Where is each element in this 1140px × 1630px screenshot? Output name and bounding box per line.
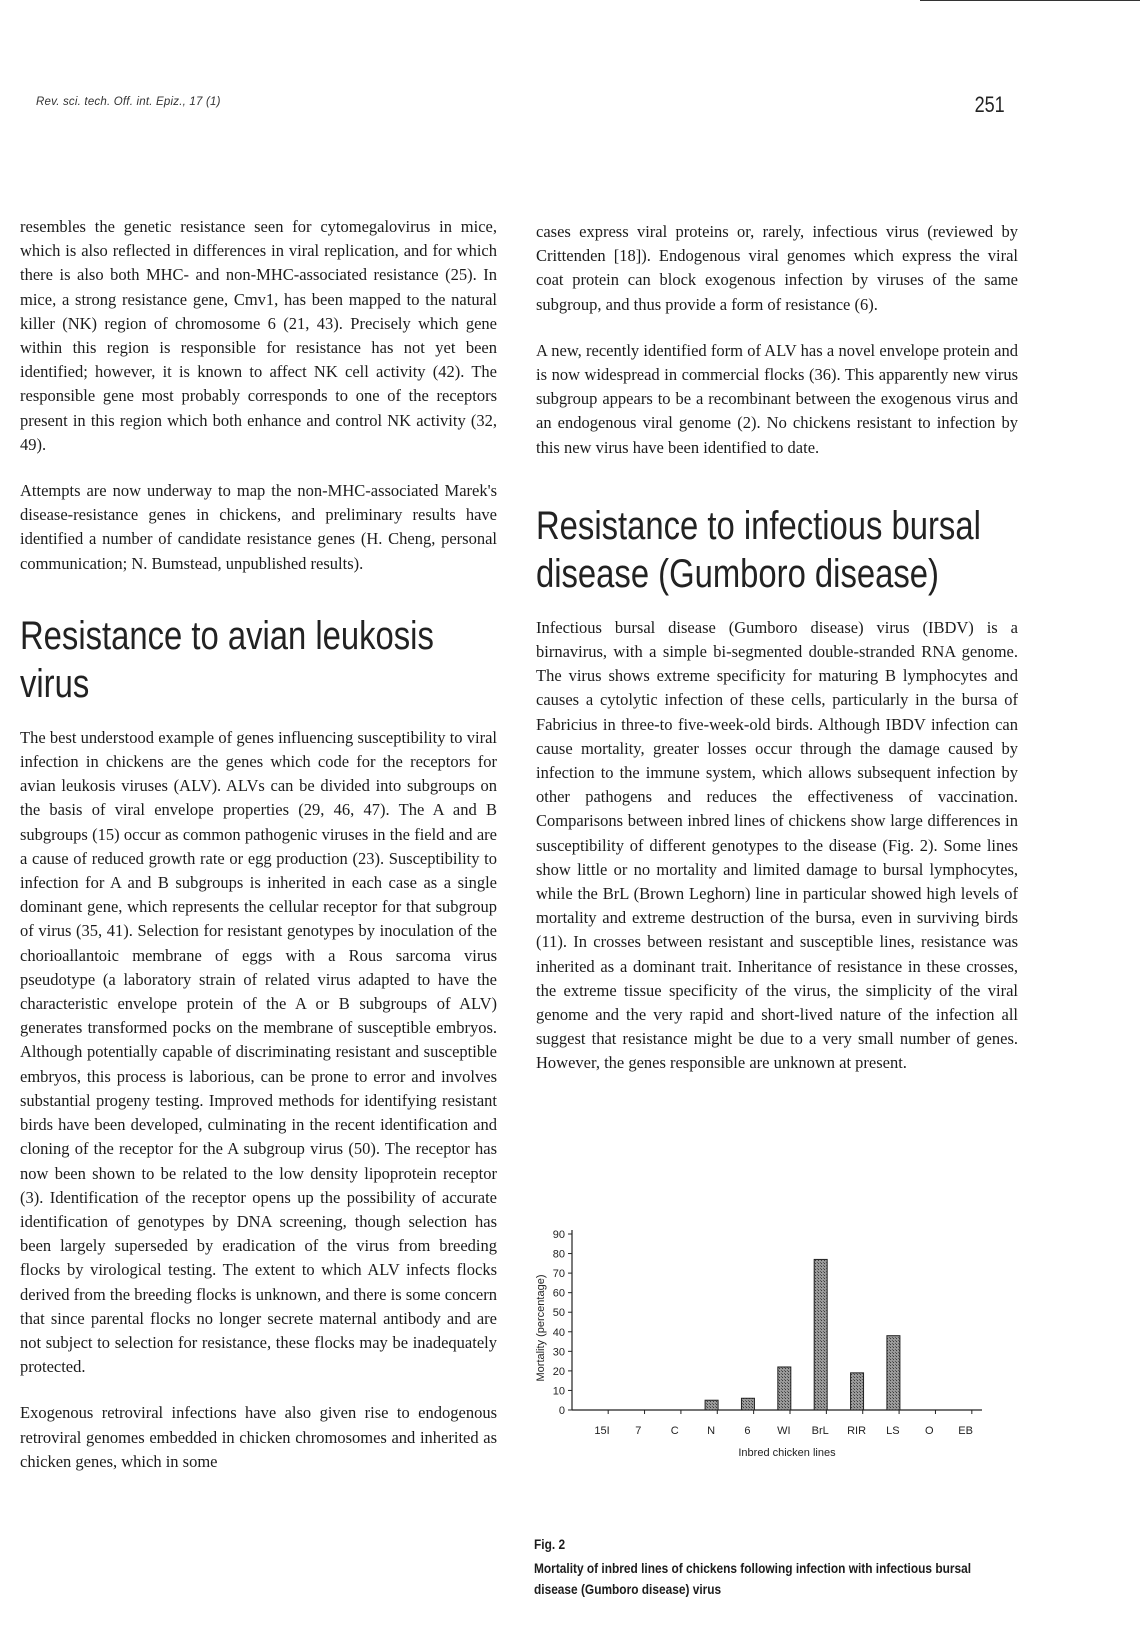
paragraph: Infectious bursal disease (Gumboro disease) virus (IBDV) is a birnavirus, with a simple bi-segmented double-stranded RNA genome. The virus shows extreme specificity for maturing B lymphocytes and causes a cytolytic infection of these cells, particularly in the bursa of Fabricius in three-to five-week-old birds. Although IBDV infection can cause mortality, greater losses occur through the damage caused by infection to the immune system, which allows subsequent infection by other pathogens and reduces the effectiveness of vaccination. Comparisons between inbred lines of chickens show large differences in susceptibility of different genotypes to the disease (Fig. 2). Some lines show little or no mortality and limited damage to bursal lymphocytes, while the BrL (Brown Leghorn) line in particular showed high levels of mortality and extreme destruction of the bursa, even in surviving birds (11). In crosses between resistant and susceptible lines, resistance was inherited as a dominant trait. Inheritance of resistance in these crosses, the extreme tissue specificity of the virus, the simplicity of the viral genome and the very rapid and short-lived nature of the infection all suggest that resistance might be due to a very small number of genes. However, the genes responsible are unknown at present. xyxy=(536,617,1018,1073)
running-header: Rev. sci. tech. Off. int. Epiz., 17 (1) xyxy=(36,96,221,108)
y-tick-label: 60 xyxy=(552,1287,565,1300)
y-tick-label: 30 xyxy=(552,1346,565,1359)
figure-caption: Mortality of inbred lines of chickens following infection with infectious bursal disease (Gumboro disease) virus xyxy=(534,1560,972,1597)
page-number: 251 xyxy=(974,92,1005,117)
y-tick-label: 20 xyxy=(552,1365,565,1378)
paragraph: Attempts are now underway to map the non-MHC-associated Marek's disease-resistance genes in chickens, and preliminary results have identified a number of candidate resistance genes (H. Cheng, personal communication; N. Bumstead, unpublished results). xyxy=(20,481,497,573)
y-axis-label: Mortality (percentage) xyxy=(535,1274,547,1382)
y-tick-label: 50 xyxy=(552,1307,565,1320)
x-tick-label: RIR xyxy=(847,1425,867,1437)
figure-2 xyxy=(530,1218,1030,1608)
paragraph: resembles the genetic resistance seen for cytomegalovirus in mice, which is also reflected in differences in viral replication, and for which there is also both MHC- and non-MHC-associated resistance (25). In mice, a strong resistance gene, Cmv1, has been mapped to the natural killer (NK) region of chromosome 6 (21, 43). Precisely which gene within this region is responsible for resistance has not yet been identified; however, it is known to affect NK cell activity (42). The responsible gene most probably corresponds to one of the receptors present in this region which both enhance and control NK activity (32, 49). xyxy=(20,217,497,454)
x-tick-label: 6 xyxy=(744,1425,751,1437)
y-tick-label: 90 xyxy=(552,1229,565,1241)
section-heading: Resistance to infectious bursal disease (Gumboro disease) xyxy=(536,503,981,596)
x-tick-label: O xyxy=(924,1425,934,1437)
right-column xyxy=(536,220,1018,1076)
x-tick-label: 7 xyxy=(635,1425,642,1437)
x-axis-label: Inbred chicken lines xyxy=(738,1447,836,1459)
paragraph: cases express viral proteins or, rarely, infectious virus (reviewed by Crittenden [18]). Endogenous viral genomes which express the viral coat protein can block exogenous infection by viruses of the same subgroup, and thus provide a form of resistance (6). xyxy=(536,222,1018,314)
y-tick-label: 70 xyxy=(552,1268,565,1281)
mortality-bar-chart xyxy=(530,1218,1030,1528)
bar-rir xyxy=(851,1373,864,1410)
x-tick-label: N xyxy=(707,1425,716,1437)
x-tick-label: BrL xyxy=(811,1425,829,1437)
y-tick-label: 80 xyxy=(552,1248,565,1261)
paragraph: Exogenous retroviral infections have also given rise to endogenous retroviral genomes embedded in chicken chromosomes and inherited as chicken genes, which in some xyxy=(20,1403,497,1471)
section-heading: Resistance to avian leukosis virus xyxy=(20,613,434,706)
x-tick-label: EB xyxy=(958,1425,973,1437)
paragraph: The best understood example of genes influencing susceptibility to viral infection in chickens are the genes which code for the receptors for avian leukosis viruses (ALV). ALVs can be divided into subgroups on the basis of viral envelope properties (29, 46, 47). The A and B subgroups (15) occur as common pathogenic viruses in the field and are a cause of reduced growth rate or egg production (23). Susceptibility to infection for A and B subgroups is inherited in each case as a single dominant gene, which represents the cellular receptor for that subgroup of virus (35, 41). Selection for resistant genotypes by inoculation of the chorioallantoic membrane of eggs with a Rous sarcoma virus pseudotype (a laboratory strain of related virus adapted to have the characteristic envelope protein of the A or B subgroups of ALV) generates transformed pocks on the membrane of susceptible embryos. Although potentially capable of discriminating resistant and susceptible embryos, this process is laborious, can be prone to error and involves substantial progeny testing. Improved methods for identifying resistant birds have been developed, culminating in the recent identification and cloning of the receptor for the A subgroup virus (50). The receptor has now been shown to be related to the low density lipoprotein receptor (3). Identification of the receptor opens up the possibility of accurate identification of genotypes by DNA screening, though selection has been largely superseded by eradication of the virus from breeding flocks by virological testing. The extent to which ALV infects flocks derived from the breeding flocks is unknown, and there is some concern that since parental flocks no longer secrete maternal antibody and are not subject to selection for resistance, these flocks may be inadequately protected. xyxy=(20,727,497,1377)
bar-brl xyxy=(814,1259,827,1410)
x-tick-label: C xyxy=(670,1425,679,1437)
bar-wi xyxy=(778,1367,791,1410)
x-tick-label: WI xyxy=(777,1425,791,1437)
x-tick-label: 15I xyxy=(594,1425,610,1437)
y-tick-label: 0 xyxy=(558,1405,565,1417)
bar-6 xyxy=(741,1398,754,1410)
y-tick-label: 10 xyxy=(552,1385,565,1398)
figure-label: Fig. 2 xyxy=(534,1536,566,1552)
paragraph: A new, recently identified form of ALV has a novel envelope protein and is now widespread in commercial flocks (36). This apparently new virus subgroup appears to be a recombinant between the exogenous virus and an endogenous viral genome (2). No chickens resistant to infection by this new virus have been identified to date. xyxy=(536,340,1018,457)
bar-ls xyxy=(887,1336,900,1410)
bar-n xyxy=(705,1400,718,1410)
top-rule xyxy=(920,0,1140,1)
y-tick-label: 40 xyxy=(552,1326,565,1339)
x-tick-label: LS xyxy=(886,1425,900,1437)
left-column xyxy=(20,215,497,1474)
